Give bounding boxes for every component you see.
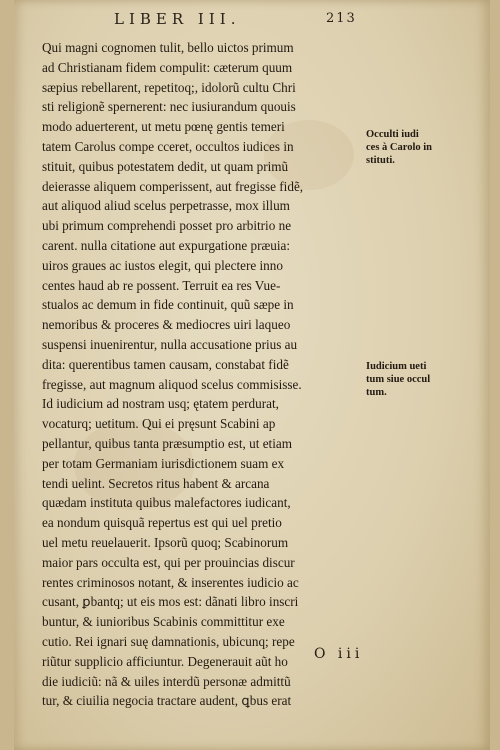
signature-mark: O iii [314,646,364,662]
text-line: stituit, quibus potestatem dedit, ut quam primũ [42,158,289,174]
text-line: dita: querentibus tamen causam, constabat fidẽ [42,356,289,372]
text-line: die iudiciũ: nã & uiles interdũ personæ admittũ [42,673,291,689]
text-line: per totam Germaniam iurisdictionem suam ex [42,455,285,471]
text-line: ea nondum quisquã repertus est qui uel pretio [42,515,282,531]
page-header [14,10,490,32]
text-line: Qui magni cognomen tulit, bello uictos primum [42,40,294,55]
text-line: Id iudicium ad nostram usq; ętatem perdurat, [42,396,279,412]
text-line: deierasse aliquem comperissent, aut fregisse fidẽ, [42,178,304,194]
text-line: cusant, ꝑbantq; ut eis mos est: dãnati libro inscri [42,594,299,610]
text-line: maior pars occulta est, qui per prouincias discur [42,554,295,570]
text-line: suspensi inuenirentur, nulla accusatione prius au [42,336,298,352]
running-title: LIBER III. [114,10,241,28]
text-line: cutio. Rei ignari suę damnationis, ubicunq; repe [42,633,295,649]
main-text-block [42,38,372,711]
text-line: modo aduerterent, ut metu pœnę gentis temeri [42,119,285,135]
text-line: nemoribus & proceres & mediocres uiri laqueo [42,317,291,333]
text-line: ubi primum comprehendi posset pro arbitrio ne [42,218,292,234]
text-line: sti religionẽ spernerent: nec iusiurandum quouis [42,99,296,115]
text-line: tendi uelint. Secretos ritus habent & arcana [42,475,270,491]
text-line: quædam instituta quibus malefactores iudicant, [42,495,291,511]
book-page [14,0,490,750]
text-line: carent. nulla citatione aut expurgatione præuia: [42,237,291,253]
text-line: buntur, & iunioribus Scabinis committitur exe [42,614,285,630]
text-line: uiros graues ac iustos elegit, qui plectere inno [42,257,283,273]
margin-note-line: Occulti iudi [366,129,419,140]
text-line: fregisse, aut magnum aliquod scelus commisisse. [42,376,302,392]
text-line: sæpius rebellarent, repetitoq;, idolorũ cultu Chri [42,79,296,95]
text-line: stualos ac demum in fide continuit, quũ sæpe in [42,297,294,313]
page-number: 213 [326,11,357,26]
text-line: vocaturq; uetitum. Qui ei pręsunt Scabini ap [42,416,276,432]
text-line: ad Christianam fidem compulit: cæterum quum [42,59,293,75]
margin-note-line: tum siue occul [366,374,431,385]
text-line: tur, & ciuilia negocia tractare audent, ꝗbus erat [42,693,292,709]
text-line: uel metu reuelauerit. Ipsorũ quoq; Scabinorum [42,534,289,550]
margin-note-occult-judges [366,128,481,167]
text-line: centes haud ab re possent. Terruit ea res Vue- [42,277,281,293]
text-line: aut aliquod aliud scelus perpetrasse, mox illum [42,198,290,214]
margin-note-forbidden-judgment [366,360,481,399]
text-line: rentes criminosos notant, & inserentes iudicio ac [42,574,299,590]
margin-note-line: stituti. [366,155,395,166]
margin-note-line: Iudicium ueti [366,361,427,372]
text-line: riũtur supplicio afficiuntur. Degenerauit aũt ho [42,653,288,669]
margin-note-line: ces à Carolo in [366,142,433,153]
text-line: tatem Carolus compe cceret, occultos iudices in [42,138,294,154]
text-line: pellantur, quibus tanta præsumptio est, ut etiam [42,435,292,451]
margin-note-line: tum. [366,387,387,398]
